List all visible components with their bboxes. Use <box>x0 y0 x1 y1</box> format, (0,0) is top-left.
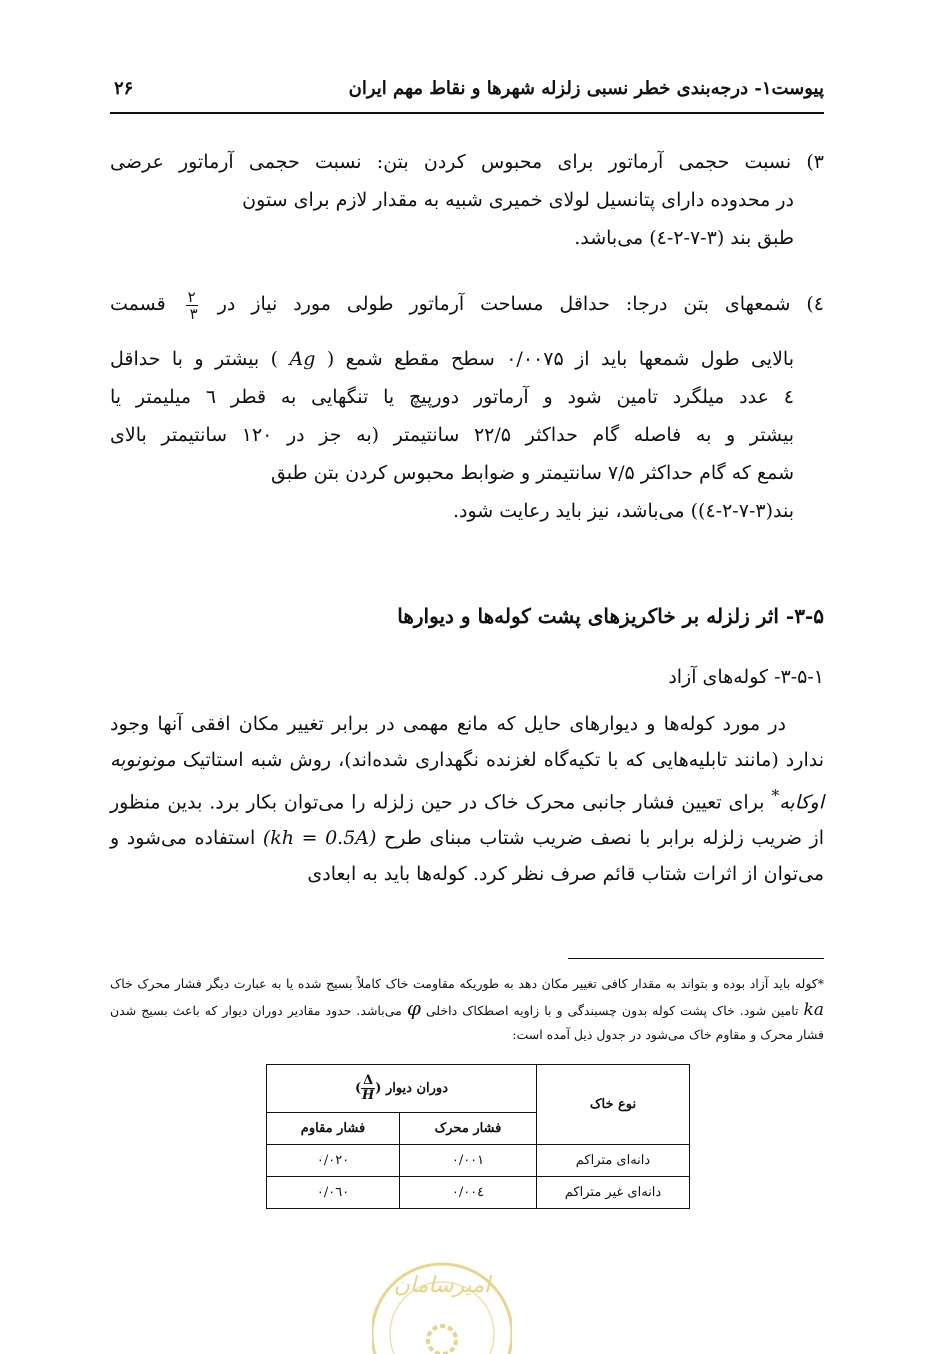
footnote-text-3: می‌باشد. حدود مقادیر دوران دیوار که باعث بسیج شدن فشار محرک و مقاوم خاک می‌شود در جدول ذیل آمده است: <box>110 1003 824 1042</box>
item-4-line-5: شمع که گام حداکثر ۷/۵ سانتیمتر و ضوابط محبوس کردن بتن طبق <box>270 462 794 484</box>
item-4-line-6: بند(۳-۷-۲-٤)) می‌باشد، نیز باید رعایت شود. <box>452 500 794 522</box>
passive-pressure-header: فشار مقاوم <box>267 1113 400 1145</box>
footnote-divider <box>568 958 824 959</box>
delta-symbol: Δ <box>363 1073 374 1088</box>
item-3 <box>110 143 824 257</box>
soil-cell: دانه‌ای غیر متراکم <box>537 1177 690 1209</box>
item-4-line-2-text: بالایی طول شمعها باید از ۰/۰۰۷۵ سطح مقطع شمع ( <box>326 348 794 370</box>
item-3-line-3: طبق بند (۳-۷-۲-٤) می‌باشد. <box>574 227 794 249</box>
phi-symbol: φ <box>406 996 421 1020</box>
fraction-denominator: ۳ <box>189 304 198 323</box>
rotation-table <box>266 1064 690 1209</box>
ag-symbol: Ag <box>289 348 316 370</box>
watermark-logo <box>372 1244 512 1354</box>
passive-cell: ۰/۰۲۰ <box>267 1145 400 1177</box>
footnote-text-2: تامین شود. خاک پشت کوله بدون چسبندگی و با زاویه اصطکاک داخلی <box>425 1003 799 1018</box>
subsection-title: ۳-۵-۱- کوله‌های آزاد <box>668 666 824 688</box>
soil-type-header: نوع خاک <box>537 1065 690 1145</box>
rotation-header-text: دوران دیوار <box>385 1081 448 1096</box>
body-paragraph <box>110 706 824 892</box>
item-3-line-1: ۳) نسبت حجمی آرماتور برای محبوس کردن بتن: نسبت حجمی آرماتور عرضی <box>110 151 824 173</box>
item-4-line-2 <box>110 340 824 378</box>
item-4-line-2-end: ) بیشتر و با حداقل <box>110 348 279 370</box>
mononobe-okabe-term: مونونوبه اوکابه <box>110 749 824 814</box>
item-4-line-1-text: ٤) شمعهای بتن درجا: حداقل مساحت آرماتور طولی مورد نیاز در <box>217 293 824 315</box>
page-header <box>110 72 824 114</box>
soil-cell: دانه‌ای متراکم <box>537 1145 690 1177</box>
two-thirds-fraction <box>186 289 198 322</box>
footnote <box>110 972 824 1047</box>
active-pressure-header: فشار محرک <box>400 1113 537 1145</box>
kh-formula: (kh = 0.5A) <box>262 827 377 850</box>
item-4-line-1 <box>110 282 824 340</box>
rotation-header: دوران دیوار ( $\frac{\Delta}{H}$ ) <box>267 1065 537 1113</box>
body-text-1: در مورد کوله‌ها و دیوارهای حایل که مانع مهمی در برابر تغییر مکان افقی آنها وجود ندارد (مانند تابلیه‌هایی که با تکیه‌گاه لغزنده نگهداری شده‌اند)، روش شبه استاتیک <box>110 713 824 771</box>
footnote-text-1: *کوله باید آزاد بوده و بتواند به مقدار کافی تغییر مکان دهد به طوریکه مقاومت خاک کاملاً بسیج شده یا به عبارت دیگر فشار محرک خاک <box>110 976 824 991</box>
section-title: ۳-۵- اثر زلزله بر خاکریزهای پشت کوله‌ها و دیوارها <box>397 604 824 628</box>
fraction-numerator: ۲ <box>187 287 196 306</box>
footnote-marker: * <box>771 786 780 805</box>
active-cell: ۰/۰۰۱ <box>400 1145 537 1177</box>
page-number: ۲۶ <box>114 78 134 99</box>
item-4-line-4: بیشتر و به فاصله گام حداکثر ۲۲/۵ سانتیمتر (به جز در ۱۲۰ سانتیمتر بالای <box>110 424 794 446</box>
active-cell: ۰/۰۰٤ <box>400 1177 537 1209</box>
watermark-text: امیرسامان <box>393 1273 491 1298</box>
ka-symbol: ka <box>803 1000 824 1020</box>
h-symbol: H <box>362 1088 375 1103</box>
body-text-3: استفاده می‌شود و می‌توان از اثرات شتاب قائم صرف نظر کرد. کوله‌ها باید به ابعادی <box>110 827 824 886</box>
passive-cell: ۰/۰٦۰ <box>267 1177 400 1209</box>
table-row <box>267 1177 690 1209</box>
delta-over-h-fraction <box>361 1074 375 1103</box>
body-text-2: برای تعیین فشار جانبی محرک خاک در حین زلزله را می‌توان بکار برد. بدین منظور از ضریب زلزله برابر با نصف ضریب شتاب مبنای طرح <box>110 791 824 850</box>
header-title: پیوست۱- درجه‌بندی خطر نسبی زلزله شهرها و نقاط مهم ایران <box>348 78 824 99</box>
table-row <box>267 1145 690 1177</box>
item-4-line-1-end: قسمت <box>110 293 166 315</box>
item-4 <box>110 282 824 530</box>
item-3-line-2: در محدوده دارای پتانسیل لولای خمیری شبیه به مقدار لازم برای ستون <box>242 189 794 211</box>
item-4-line-3: ٤ عدد میلگرد تامین شود و آرماتور دورپیچ یا تنگهایی به قطر ٦ میلیمتر یا <box>110 386 794 408</box>
